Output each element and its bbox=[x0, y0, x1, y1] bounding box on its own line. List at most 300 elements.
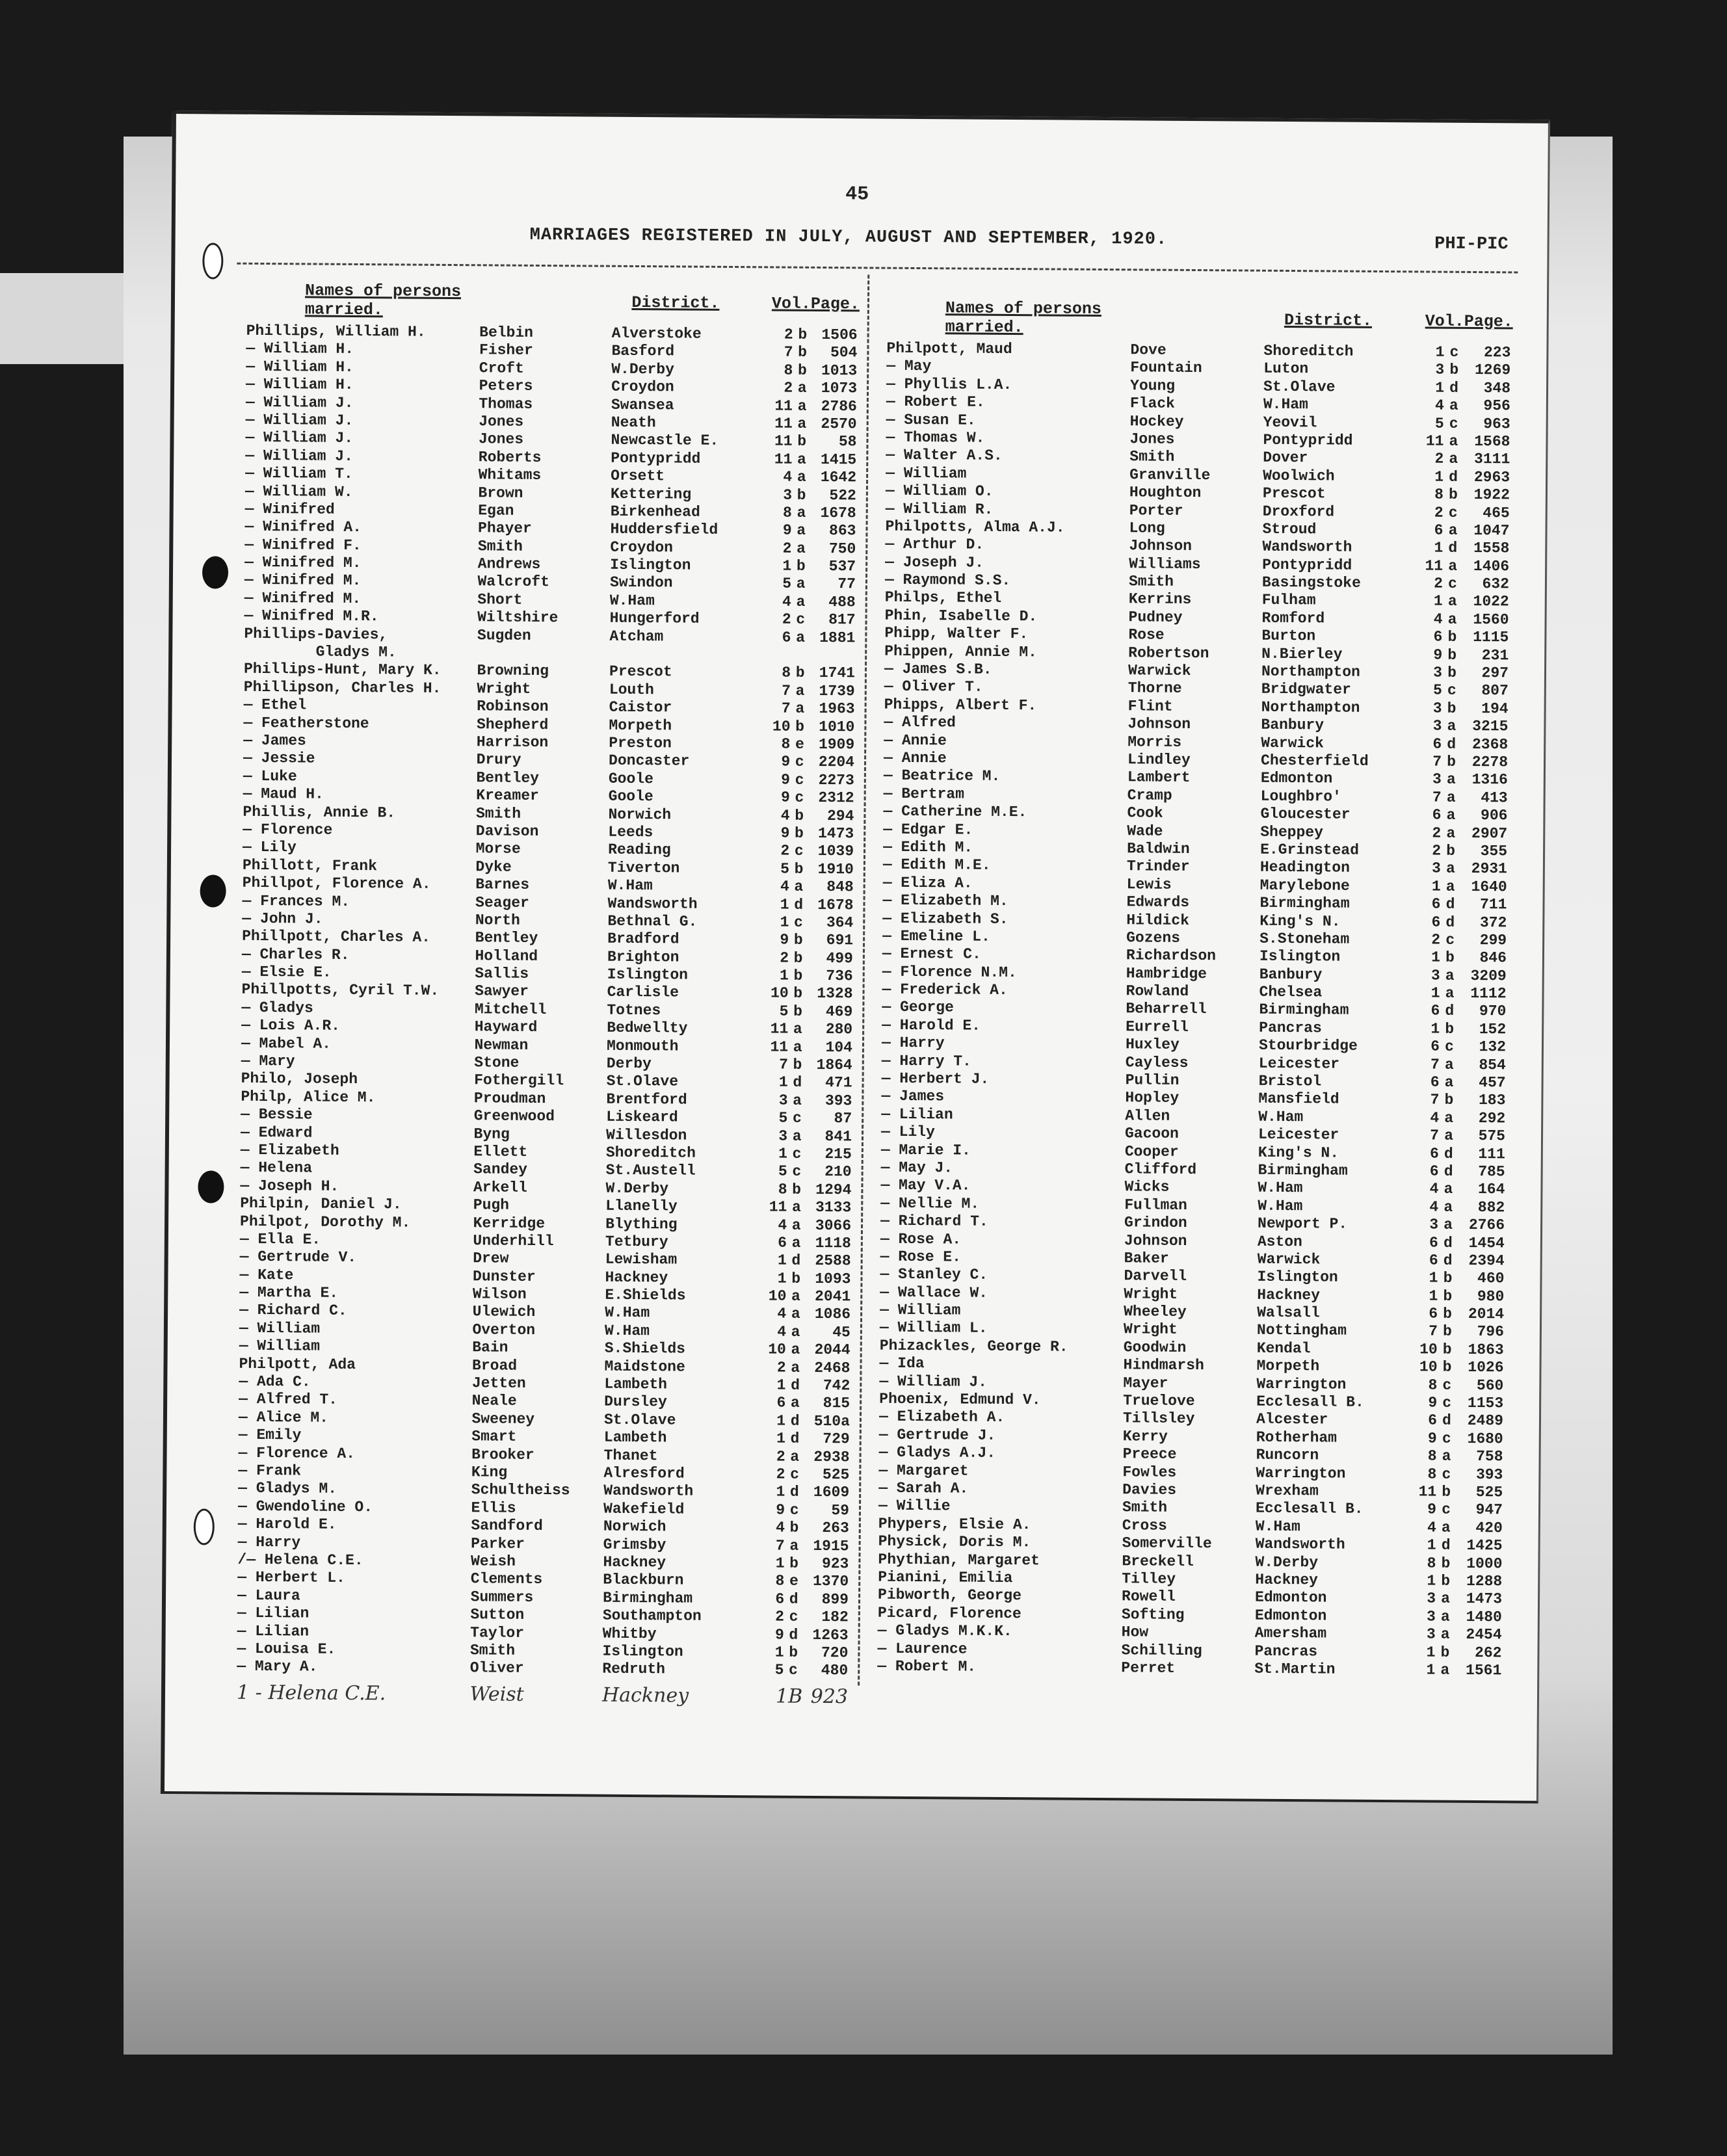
entry-volume: 2 bbox=[1432, 824, 1442, 842]
entry-volume-letter: a bbox=[1448, 557, 1458, 575]
names-header: Names of persons married. bbox=[304, 281, 462, 320]
entry-name: — Emily bbox=[238, 1426, 302, 1444]
entry-spouse-surname: Hambridge bbox=[1126, 964, 1207, 982]
entry-page: 720 bbox=[821, 1644, 849, 1662]
entry-spouse-surname: Tillsley bbox=[1122, 1410, 1195, 1428]
entry-page: 1741 bbox=[819, 664, 856, 682]
entry-spouse-surname: Drury bbox=[476, 751, 521, 769]
entry-name: — William bbox=[880, 1301, 961, 1319]
entry-name: — Winifred bbox=[244, 500, 335, 518]
entry-volume: 1 bbox=[778, 1145, 788, 1163]
punch-hole bbox=[200, 874, 226, 907]
entry-volume-letter: b bbox=[1441, 1572, 1451, 1590]
entry-volume-letter: b bbox=[797, 362, 807, 379]
entry-district: Huddersfield bbox=[610, 521, 718, 539]
entry-volume: 1 bbox=[777, 1270, 787, 1287]
entry-district: Goole bbox=[608, 787, 653, 806]
entry-district: Neath bbox=[611, 414, 656, 432]
entry-spouse-surname: Belbin bbox=[479, 324, 534, 341]
entry-page: 1678 bbox=[817, 896, 854, 914]
entry-page: 1328 bbox=[817, 985, 853, 1003]
entry-page: 2570 bbox=[821, 415, 857, 433]
entry-spouse-surname: Fountain bbox=[1130, 359, 1202, 377]
entry-volume-letter: b bbox=[797, 486, 806, 504]
entry-spouse-surname: Lewis bbox=[1126, 875, 1172, 893]
entry-district: Leeds bbox=[608, 823, 653, 841]
entry-name: — Alice M. bbox=[238, 1408, 329, 1426]
entry-district: W.Derby bbox=[605, 1179, 669, 1198]
entry-page: 1288 bbox=[1466, 1572, 1503, 1590]
register-page bbox=[161, 111, 1550, 1804]
entry-volume-letter: b bbox=[794, 824, 804, 842]
entry-volume: 9 bbox=[1433, 646, 1443, 664]
entry-volume-letter: a bbox=[1441, 1590, 1451, 1608]
entry-volume-letter: c bbox=[1442, 1430, 1451, 1447]
entry-name: Phythian, Margaret bbox=[878, 1551, 1040, 1569]
entry-district: Dursley bbox=[604, 1393, 667, 1411]
entry-volume: 5 bbox=[1434, 415, 1444, 432]
entry-volume-letter: a bbox=[1449, 397, 1458, 414]
entry-district: W.Ham bbox=[1258, 1108, 1304, 1125]
entry-district: E.Grinstead bbox=[1260, 841, 1360, 859]
entry-volume-letter: c bbox=[1445, 931, 1455, 949]
entry-district: Birmingham bbox=[1258, 1161, 1348, 1179]
entry-district: Pontypridd bbox=[1262, 556, 1352, 574]
entry-name: — Elizabeth M. bbox=[882, 891, 1009, 910]
entry-volume: 11 bbox=[1418, 1483, 1437, 1501]
entry-volume: 3 bbox=[1429, 1216, 1439, 1233]
entry-page: 504 bbox=[830, 344, 858, 362]
entry-page: 1000 bbox=[1466, 1555, 1503, 1572]
entry-name: Phillott, Frank bbox=[242, 856, 378, 874]
entry-volume: 6 bbox=[1430, 1002, 1440, 1020]
entry-page: 899 bbox=[821, 1590, 849, 1609]
entry-volume-letter: a bbox=[791, 1198, 801, 1216]
entry-spouse-surname: Browning bbox=[477, 662, 549, 680]
entry-spouse-surname: Sandford bbox=[471, 1517, 543, 1535]
entry-volume-letter: c bbox=[1444, 1038, 1454, 1056]
entry-volume: 9 bbox=[780, 931, 789, 949]
entry-district: Birmingham bbox=[1259, 894, 1350, 912]
entry-page: 488 bbox=[828, 593, 856, 611]
entry-name: — Gladys A.J. bbox=[878, 1443, 996, 1462]
entry-volume: 3 bbox=[1427, 1590, 1436, 1607]
entry-district: St.Martin bbox=[1254, 1660, 1336, 1678]
entry-district: Derby bbox=[606, 1055, 652, 1073]
entry-district: Droxford bbox=[1262, 503, 1335, 521]
entry-district: Islington bbox=[607, 966, 689, 984]
entry-name: — Joseph J. bbox=[885, 553, 984, 572]
entry-district: St.Olave bbox=[603, 1411, 676, 1429]
entry-spouse-surname: Clifford bbox=[1124, 1161, 1197, 1179]
entry-name: — Gladys bbox=[241, 999, 313, 1017]
entry-page: 1863 bbox=[1468, 1341, 1504, 1359]
entry-spouse-surname: Porter bbox=[1129, 501, 1183, 519]
entry-name: — Winifred M. bbox=[244, 572, 362, 590]
entry-district: Islington bbox=[610, 556, 691, 574]
entry-volume-letter: a bbox=[1449, 432, 1458, 450]
entry-volume: 8 bbox=[1427, 1447, 1437, 1465]
entry-volume: 5 bbox=[782, 575, 792, 593]
entry-spouse-surname: Smith bbox=[1122, 1499, 1168, 1517]
entry-district: W.Derby bbox=[611, 360, 675, 378]
entry-spouse-surname: Cayless bbox=[1125, 1053, 1189, 1071]
entry-volume-letter: c bbox=[795, 789, 804, 806]
entry-spouse-surname: Fullman bbox=[1124, 1196, 1187, 1214]
entry-spouse-surname: Baldwin bbox=[1127, 840, 1190, 858]
entry-volume: 2 bbox=[1431, 931, 1441, 949]
entry-page: 3215 bbox=[1472, 718, 1509, 735]
entry-volume: 3 bbox=[778, 1127, 788, 1145]
entry-spouse-surname: Gozens bbox=[1126, 929, 1181, 947]
correction-page: 923 bbox=[810, 1685, 849, 1709]
entry-name: — Lily bbox=[880, 1123, 935, 1141]
entry-district: Northampton bbox=[1261, 698, 1360, 716]
entry-district: N.Bierley bbox=[1261, 645, 1343, 663]
entry-volume: 7 bbox=[779, 1056, 789, 1073]
entry-district: Tetbury bbox=[605, 1233, 668, 1251]
entry-page: 736 bbox=[826, 967, 853, 985]
entry-name: — Harold E. bbox=[237, 1515, 337, 1533]
entry-volume-letter: a bbox=[1447, 593, 1457, 611]
entry-district: W.Ham bbox=[1258, 1179, 1303, 1197]
district-header: District. bbox=[1284, 310, 1373, 330]
entry-volume-letter: a bbox=[796, 593, 806, 611]
entry-volume-letter: a bbox=[797, 504, 806, 521]
entry-volume: 3 bbox=[1432, 717, 1442, 735]
entry-name: — Ella E. bbox=[239, 1230, 321, 1248]
entry-volume: 4 bbox=[780, 807, 790, 824]
entry-volume: 8 bbox=[782, 664, 791, 682]
entry-district: Swindon bbox=[609, 574, 673, 592]
entry-volume: 8 bbox=[782, 504, 792, 521]
entry-page: 1269 bbox=[1474, 362, 1511, 379]
entry-name: Phipp, Walter F. bbox=[884, 624, 1029, 643]
entry-name: — Lilian bbox=[237, 1622, 310, 1640]
entry-volume-letter: a bbox=[1444, 1127, 1454, 1144]
entry-spouse-surname: Jones bbox=[479, 413, 524, 430]
entry-page: 1568 bbox=[1474, 432, 1510, 451]
entry-district: Sheppey bbox=[1260, 823, 1324, 841]
entry-name: Phoenix, Edmund V. bbox=[879, 1390, 1041, 1409]
entry-volume-letter: c bbox=[1442, 1376, 1452, 1394]
entry-district: Prescot bbox=[609, 663, 672, 681]
entry-spouse-surname: Dyke bbox=[475, 858, 512, 876]
entry-volume-letter: c bbox=[792, 1109, 802, 1127]
entry-district: W.Ham bbox=[609, 592, 655, 610]
entry-page: 132 bbox=[1479, 1038, 1507, 1056]
entry-page: 522 bbox=[829, 486, 856, 504]
entry-page: 963 bbox=[1483, 415, 1510, 432]
entry-district: Woolwich bbox=[1263, 467, 1335, 485]
entry-spouse-surname: Smith bbox=[1128, 573, 1174, 590]
entry-volume: 1 bbox=[1435, 343, 1445, 361]
entry-spouse-surname: Darvell bbox=[1124, 1267, 1187, 1285]
entry-district: Loughbro' bbox=[1260, 787, 1342, 806]
entry-district: Tiverton bbox=[607, 859, 680, 877]
entry-page: 2394 bbox=[1468, 1252, 1505, 1270]
entry-volume: 9 bbox=[780, 824, 790, 842]
entry-page: 152 bbox=[1479, 1020, 1507, 1038]
entry-name: — William H. bbox=[246, 358, 354, 376]
entry-page: 1013 bbox=[821, 362, 858, 380]
entry-name: — George bbox=[882, 999, 954, 1016]
entry-name: — Rose A. bbox=[880, 1230, 962, 1248]
entry-volume-letter: a bbox=[791, 1234, 801, 1252]
entry-page: 297 bbox=[1481, 664, 1509, 682]
vol-header: Vol. bbox=[771, 293, 811, 313]
entry-district: Hackney bbox=[1257, 1286, 1321, 1304]
entry-volume-letter: b bbox=[797, 433, 807, 451]
entry-volume: 7 bbox=[784, 343, 793, 362]
entry-spouse-surname: Smith bbox=[1129, 448, 1175, 466]
entry-page: 1739 bbox=[819, 682, 855, 700]
entry-spouse-surname: Lambert bbox=[1127, 769, 1191, 787]
entry-district: Orsett bbox=[611, 467, 665, 485]
entry-volume-letter: a bbox=[1445, 984, 1455, 1002]
entry-page: 956 bbox=[1483, 397, 1510, 415]
entry-name: — Martha E. bbox=[239, 1283, 339, 1302]
entry-page: 796 bbox=[1477, 1323, 1505, 1341]
entry-volume: 1 bbox=[1434, 539, 1444, 557]
entry-name: — Gertrude V. bbox=[239, 1248, 357, 1267]
entry-spouse-surname: Kreamer bbox=[476, 787, 539, 805]
entry-district: Pancras bbox=[1259, 1019, 1322, 1037]
entry-page: 1642 bbox=[820, 469, 857, 486]
entry-volume-letter: a bbox=[795, 682, 805, 700]
entry-volume: 8 bbox=[778, 1181, 787, 1198]
entry-district: W.Ham bbox=[605, 1304, 650, 1322]
entry-district: King's N. bbox=[1258, 1144, 1339, 1162]
entry-district: Doncaster bbox=[609, 752, 690, 770]
entry-spouse-surname: Wright bbox=[1124, 1285, 1178, 1303]
entry-spouse-surname: Bain bbox=[472, 1339, 508, 1356]
entry-page: 815 bbox=[823, 1395, 850, 1412]
entry-name: — Edgar E. bbox=[883, 821, 973, 839]
entry-name: — Elizabeth bbox=[240, 1141, 339, 1159]
entry-page: 471 bbox=[825, 1074, 852, 1092]
entry-name: — Winifred M. bbox=[244, 589, 362, 607]
entry-name: — Bessie bbox=[241, 1105, 313, 1124]
entry-volume: 3 bbox=[783, 486, 793, 504]
entry-name: — Walter A.S. bbox=[886, 447, 1003, 465]
entry-volume: 3 bbox=[778, 1092, 788, 1109]
entry-spouse-surname: Brown bbox=[478, 484, 523, 502]
entry-name: — Louisa E. bbox=[237, 1640, 336, 1658]
entry-district: Chelsea bbox=[1259, 983, 1323, 1001]
entry-name: Philpott, Ada bbox=[239, 1355, 356, 1373]
punch-hole bbox=[194, 1508, 215, 1545]
entry-volume: 6 bbox=[782, 629, 791, 646]
entry-spouse-surname: Fowles bbox=[1122, 1463, 1177, 1481]
entry-page: 3066 bbox=[815, 1216, 852, 1234]
entry-volume-letter: b bbox=[789, 1555, 799, 1572]
entry-volume: 1 bbox=[1429, 1287, 1438, 1305]
entry-name: Phillips, William H. bbox=[246, 322, 426, 341]
entry-page: 3133 bbox=[815, 1199, 852, 1216]
entry-spouse-surname: Preece bbox=[1122, 1445, 1177, 1464]
entry-spouse-surname: Tilley bbox=[1122, 1570, 1176, 1588]
entry-name: — Herbert L. bbox=[237, 1569, 345, 1587]
entry-name: — William bbox=[239, 1337, 321, 1355]
entry-district: Whitby bbox=[602, 1625, 657, 1642]
entry-district: Prescot bbox=[1262, 484, 1326, 503]
entry-page: 1480 bbox=[1466, 1608, 1502, 1626]
entry-volume-letter: b bbox=[796, 557, 806, 575]
entry-page: 1039 bbox=[817, 843, 854, 860]
entry-volume-letter: a bbox=[797, 540, 806, 557]
entry-spouse-surname: Somerville bbox=[1122, 1534, 1212, 1553]
entry-volume-letter: d bbox=[794, 896, 804, 914]
entry-district: Grimsby bbox=[603, 1536, 666, 1553]
entry-page: 413 bbox=[1481, 789, 1508, 807]
entry-spouse-surname: Parker bbox=[471, 1534, 525, 1553]
entry-volume: 6 bbox=[1434, 521, 1444, 539]
entry-spouse-surname: Pullin bbox=[1125, 1071, 1180, 1089]
entry-page: 729 bbox=[823, 1430, 850, 1448]
entry-name: — Willie bbox=[878, 1497, 951, 1515]
entry-spouse-surname: How bbox=[1121, 1624, 1149, 1641]
entry-name: — William J. bbox=[245, 447, 354, 465]
entry-volume: 4 bbox=[1433, 611, 1443, 628]
entry-district: Edmonton bbox=[1254, 1589, 1327, 1607]
entry-spouse-surname: North bbox=[475, 912, 520, 929]
entry-district: St.Austell bbox=[605, 1162, 696, 1180]
entry-page: 480 bbox=[821, 1662, 849, 1679]
entry-page: 1454 bbox=[1468, 1234, 1505, 1252]
entry-name: — William bbox=[239, 1319, 321, 1337]
entry-page: 1560 bbox=[1473, 611, 1509, 629]
entry-volume: 1 bbox=[782, 557, 792, 575]
entry-volume-letter: a bbox=[1442, 1447, 1451, 1465]
entry-spouse-surname: Robinson bbox=[477, 698, 549, 716]
entry-volume: 1 bbox=[1431, 949, 1441, 966]
entry-volume-letter: d bbox=[1449, 468, 1458, 486]
entry-spouse-surname: Kerrins bbox=[1128, 590, 1192, 609]
entry-spouse-surname bbox=[477, 644, 610, 663]
entry-volume-letter: a bbox=[797, 397, 807, 415]
entry-volume-letter: b bbox=[794, 860, 804, 878]
entry-name: — Edith M. bbox=[883, 838, 973, 856]
entry-volume: 2 bbox=[1434, 504, 1444, 521]
entry-volume-letter: d bbox=[1441, 1536, 1451, 1554]
entry-volume: 1 bbox=[778, 1073, 788, 1092]
entry-volume: 10 bbox=[1419, 1358, 1438, 1376]
entry-page: 420 bbox=[1475, 1519, 1503, 1537]
entry-volume: 3 bbox=[1430, 967, 1440, 984]
entry-spouse-surname: Weish bbox=[470, 1553, 516, 1570]
header-rule bbox=[237, 263, 1518, 274]
entry-volume: 6 bbox=[1429, 1234, 1438, 1252]
entry-page: 1881 bbox=[819, 629, 856, 646]
page-title: MARRIAGES REGISTERED IN JULY, AUGUST AND SEPTEMBER, 1920. bbox=[529, 225, 1168, 250]
entry-volume: 4 bbox=[1429, 1180, 1439, 1198]
entry-volume-letter: c bbox=[790, 1466, 800, 1483]
entry-name: — Catherine M.E. bbox=[883, 802, 1027, 821]
entry-district: Warrington bbox=[1256, 1375, 1347, 1393]
entry-volume: 8 bbox=[1428, 1376, 1438, 1394]
entry-name: — Winifred M. bbox=[244, 553, 362, 572]
entry-volume-letter: b bbox=[1449, 362, 1459, 379]
entry-volume: 6 bbox=[1429, 1305, 1438, 1322]
entry-name: — Arthur D. bbox=[885, 535, 984, 554]
index-range: PHI-PIC bbox=[1434, 234, 1509, 255]
entry-spouse-surname: Hildick bbox=[1126, 911, 1190, 929]
entry-district: S.Stoneham bbox=[1259, 930, 1350, 948]
entry-district: Carlisle bbox=[607, 984, 679, 1001]
entry-name: — Robert E. bbox=[886, 393, 985, 411]
entry-name: — Kate bbox=[239, 1266, 294, 1284]
entry-district: Alverstoke bbox=[611, 324, 702, 343]
entry-volume: 1 bbox=[1427, 1536, 1436, 1554]
entry-spouse-surname: Wiltshire bbox=[477, 609, 559, 627]
register-entry bbox=[877, 1658, 1501, 1680]
entry-volume: 6 bbox=[1432, 806, 1442, 824]
entry-spouse-surname: Grindon bbox=[1124, 1214, 1187, 1232]
entry-name: — Harold E. bbox=[882, 1016, 981, 1034]
entry-volume-letter: a bbox=[796, 575, 806, 593]
entry-spouse-surname: Egan bbox=[478, 502, 514, 519]
entry-volume-letter: a bbox=[789, 1537, 799, 1555]
entry-volume-letter: b bbox=[1442, 1341, 1452, 1358]
entry-volume: 6 bbox=[1429, 1145, 1439, 1163]
entry-spouse-surname: Broad bbox=[472, 1356, 518, 1374]
entry-spouse-surname: Sandey bbox=[473, 1161, 528, 1179]
entry-page: 1294 bbox=[815, 1181, 852, 1199]
entry-district: Stroud bbox=[1262, 520, 1317, 538]
entry-name: Gladys M. bbox=[244, 642, 397, 661]
entry-spouse-surname: Granville bbox=[1129, 466, 1211, 484]
entry-page: 848 bbox=[826, 878, 854, 896]
entry-spouse-surname: Hockey bbox=[1129, 412, 1184, 430]
entry-volume-letter: a bbox=[1440, 1661, 1450, 1679]
entry-name: — Featherstone bbox=[243, 714, 369, 732]
entry-spouse-surname: Ulewich bbox=[472, 1303, 536, 1321]
entry-spouse-surname: Sugden bbox=[477, 626, 531, 644]
entry-page: 1022 bbox=[1473, 593, 1509, 611]
entry-page: 1010 bbox=[819, 718, 855, 735]
entry-page: 1112 bbox=[1470, 985, 1507, 1003]
entry-district: Warwick bbox=[1261, 734, 1324, 752]
entry-page: 537 bbox=[828, 558, 856, 575]
entry-district: Wakefield bbox=[603, 1500, 685, 1518]
entry-volume: 2 bbox=[784, 326, 793, 343]
entry-volume-letter: a bbox=[791, 1341, 800, 1359]
names-header: Names of persons married. bbox=[945, 298, 1102, 337]
entry-volume: 1 bbox=[1431, 878, 1441, 895]
entry-volume: 7 bbox=[1432, 789, 1442, 806]
entry-name: — Nellie M. bbox=[880, 1194, 980, 1213]
entry-volume: 6 bbox=[1431, 895, 1441, 913]
entry-volume-letter: a bbox=[1446, 771, 1456, 789]
entry-name: Philpin, Daniel J. bbox=[240, 1194, 402, 1213]
entry-volume: 4 bbox=[1434, 397, 1444, 414]
entry-volume: 7 bbox=[1430, 1091, 1440, 1109]
entry-page: 2907 bbox=[1471, 824, 1508, 842]
entry-volume: 6 bbox=[1428, 1412, 1438, 1430]
entry-volume-letter: b bbox=[1442, 1323, 1452, 1341]
entry-page: 1415 bbox=[820, 451, 857, 469]
entry-volume: 2 bbox=[782, 540, 792, 557]
entry-volume-letter: b bbox=[1447, 664, 1457, 681]
entry-volume: 2 bbox=[782, 611, 791, 628]
entry-spouse-surname: Richardson bbox=[1126, 947, 1217, 965]
entry-district: Lewisham bbox=[605, 1251, 678, 1269]
handwritten-correction bbox=[237, 1678, 848, 1711]
entry-volume-letter: a bbox=[1444, 1073, 1454, 1091]
entry-spouse-surname: Barnes bbox=[475, 876, 530, 893]
entry-name: — Gertrude J. bbox=[878, 1426, 996, 1444]
